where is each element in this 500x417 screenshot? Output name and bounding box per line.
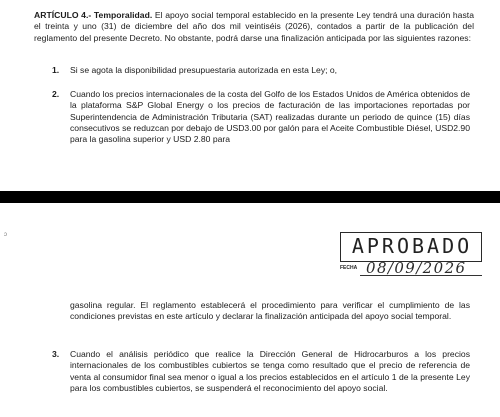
item-1-text: Si se agota la disponibilidad presupuestaria autorizada en esta Ley; o, (70, 65, 338, 75)
approved-stamp (340, 232, 482, 262)
approved-stamp-word: APROBADO (351, 234, 473, 258)
article-4-body: El apoyo social temporal establecido en la presente Ley tendrá una duración hasta el treinta y uno (31) de diciembre del año dos mil veintiséis (2026), contados a partir de la publicación del reglamento del presente Decreto. No obstante, podrá darse una finalización anticipada por las siguientes razones: (34, 10, 474, 43)
item-2-continuation: gasolina regular. El reglamento establecerá el procedimiento para verificar el cumplimiento de las condiciones previstas en este artículo y declarar la finalización anticipada del apoyo social temporal. (70, 300, 470, 322)
item-2-number: 2. (52, 89, 60, 99)
scan-mark: ↄ (4, 232, 7, 238)
item-1-number: 1. (52, 65, 60, 75)
item-3-text: Cuando el análisis periódico que realice la Dirección General de Hidrocarburos a los precios internacionales de los combustibles cubiertos se tenga como resultado que el precio de referencia de venta al consumidor final sea menor o igual a los precios establecidos en el artículo 1 de la presente Ley para los combustibles cubiertos, se suspenderá el reconocimiento del apoyo social. (70, 349, 470, 393)
page-break-divider (0, 191, 500, 203)
item-2-text: Cuando los precios internacionales de la costa del Golfo de los Estados Unidos de América obtenidos de la plataforma S&P Global Energy o los precios de facturación de las importaciones reportadas por Superintendencia de Administración Tributaria (SAT) realizadas durante un periodo de quince (15) días consecutivos se reduzcan por debajo de USD3.00 por galón para el Aceite Combustible Diésel, USD2.90 para la gasolina superior y USD 2.80 para (70, 89, 470, 145)
article-4-paragraph (34, 10, 474, 44)
document-page-top (0, 0, 500, 191)
stamp-handwritten-date: 08/09/2026 (366, 259, 467, 277)
item-3-number: 3. (52, 349, 60, 359)
article-4-heading: ARTÍCULO 4.- Temporalidad. (34, 10, 153, 20)
stamp-date-label: FECHA (340, 265, 358, 271)
